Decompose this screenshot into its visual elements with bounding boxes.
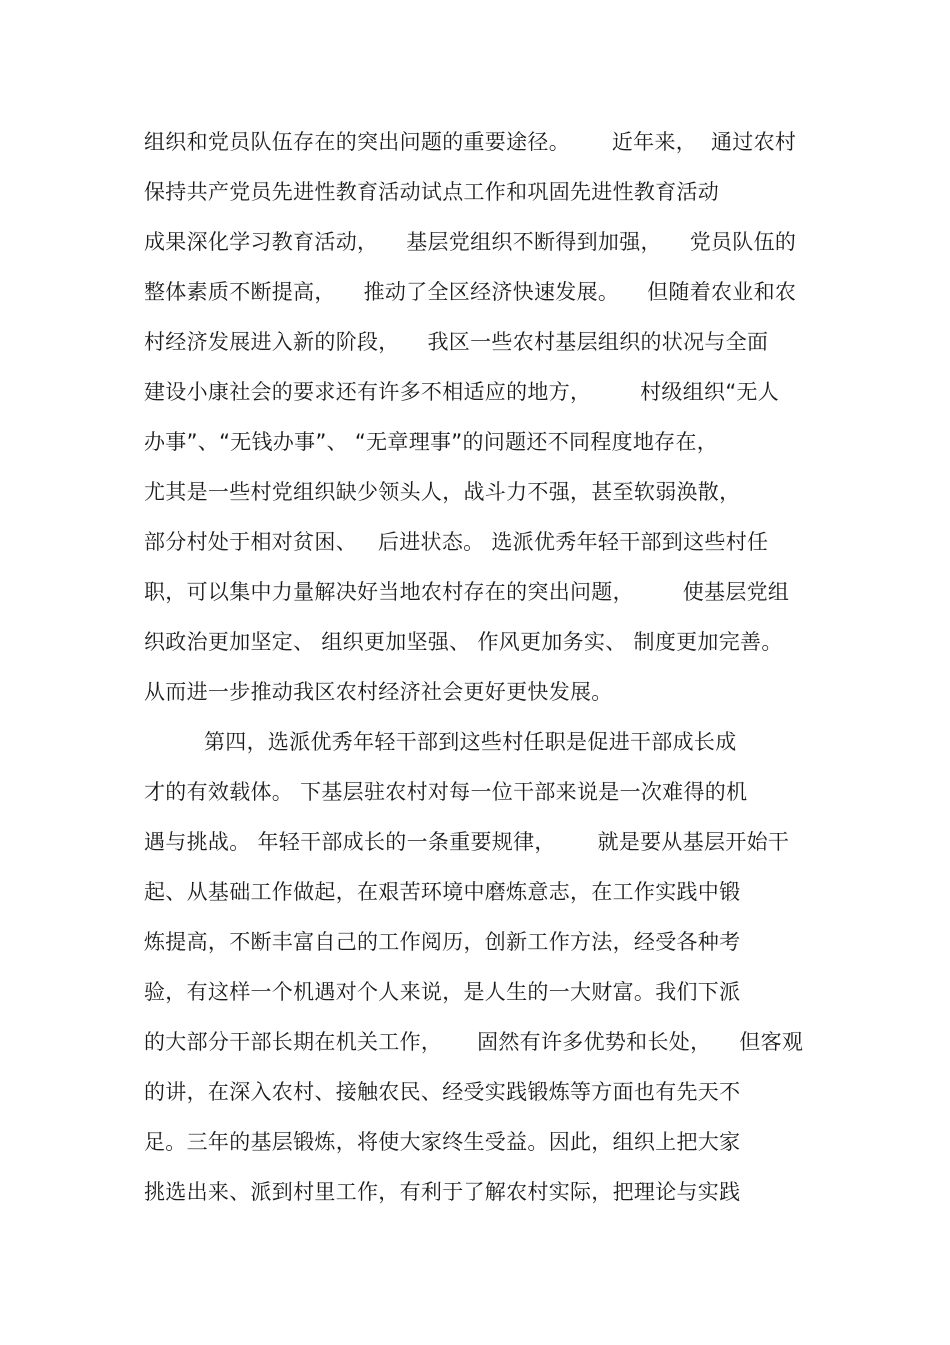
text-line: 职，可以集中力量解决好当地农村存在的突出问题， 使基层党组: [144, 580, 790, 604]
text-line: 的大部分干部长期在机关工作， 固然有许多优势和长处， 但客观: [144, 1030, 804, 1054]
text-line: 织政治更加坚定、 组织更加坚强、 作风更加务实、 制度更加完善。: [144, 630, 783, 654]
text-line: 办事”、“无钱办事”、 “无章理事”的问题还不同程度地存在，: [144, 430, 719, 454]
text-line: 保持共产党员先进性教育活动试点工作和巩固先进性教育活动: [144, 180, 720, 204]
text-line: 足。三年的基层锻炼，将使大家终生受益。因此，组织上把大家: [144, 1130, 741, 1154]
text-line: 炼提高，不断丰富自己的工作阅历，创新工作方法，经受各种考: [144, 930, 741, 954]
text-line: 成果深化学习教育活动， 基层党组织不断得到加强， 党员队伍的: [144, 230, 797, 254]
text-line: 从而进一步推动我区农村经济社会更好更快发展。: [144, 680, 613, 704]
text-line: 整体素质不断提高， 推动了全区经济快速发展。 但随着农业和农: [144, 280, 797, 304]
text-line: 部分村处于相对贫困、 后进状态。 选派优秀年轻干部到这些村任: [144, 530, 769, 554]
text-line: 起、从基础工作做起，在艰苦环境中磨炼意志，在工作实践中锻: [144, 880, 741, 904]
text-line: 建设小康社会的要求还有许多不相适应的地方， 村级组织“无人: [144, 380, 780, 404]
text-line: 才的有效载体。 下基层驻农村对每一位干部来说是一次难得的机: [144, 780, 748, 804]
text-line: 的讲，在深入农村、接触农民、经受实践锻炼等方面也有先天不: [144, 1080, 741, 1104]
text-line: 组织和党员队伍存在的突出问题的重要途径。 近年来， 通过农村: [144, 130, 797, 154]
text-line: 村经济发展进入新的阶段， 我区一些农村基层组织的状况与全面: [144, 330, 769, 354]
text-line: 挑选出来、派到村里工作，有利于了解农村实际，把理论与实践: [144, 1180, 741, 1204]
text-line: 尤其是一些村党组织缺少领头人，战斗力不强，甚至软弱涣散，: [144, 480, 741, 504]
paragraph-start-line: 第四，选派优秀年轻干部到这些村任职是促进干部成长成: [204, 730, 737, 754]
text-line: 验，有这样一个机遇对个人来说，是人生的一大财富。我们下派: [144, 980, 741, 1004]
text-line: 遇与挑战。 年轻干部成长的一条重要规律， 就是要从基层开始干: [144, 830, 790, 854]
